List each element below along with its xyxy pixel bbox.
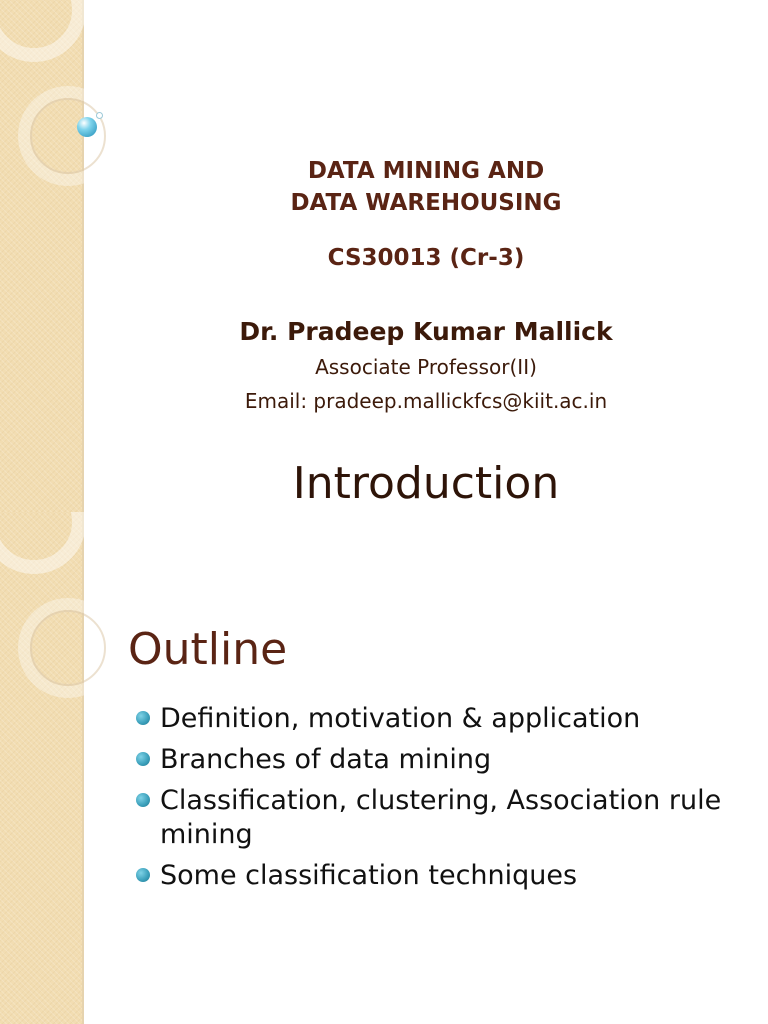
slide-heading: Introduction	[292, 458, 560, 509]
small-orb-icon	[96, 112, 103, 119]
course-title	[84, 155, 768, 219]
list-item-text: Branches of data mining	[160, 744, 492, 775]
decorative-ring	[30, 610, 106, 686]
author-name: Dr. Pradeep Kumar Mallick	[239, 317, 613, 346]
decorative-ring	[0, 512, 86, 574]
blue-orb-icon	[77, 117, 97, 137]
list-item-text: Definition, motivation & application	[160, 703, 641, 734]
course-code: CS30013 (Cr-3)	[327, 245, 525, 271]
bullet-dot-icon	[136, 793, 150, 807]
bullet-dot-icon	[136, 711, 150, 725]
decorative-side-band	[0, 512, 84, 1024]
list-item-text: Some classification techniques	[160, 860, 578, 891]
outline-title: Outline	[128, 624, 288, 675]
author-position: Associate Professor(II)	[315, 355, 537, 379]
outline-slide	[0, 512, 768, 1024]
course-title-line-2: DATA WAREHOUSING	[290, 190, 562, 216]
bullet-dot-icon	[136, 752, 150, 766]
decorative-side-band	[0, 0, 84, 512]
bullet-dot-icon	[136, 868, 150, 882]
author-email: Email: pradeep.mallickfcs@kiit.ac.in	[244, 389, 608, 413]
decorative-ring	[0, 0, 86, 62]
list-item	[136, 784, 736, 852]
outline-list	[136, 702, 736, 900]
list-item	[136, 859, 736, 893]
list-item-text: Classification, clustering, Association rule mining	[160, 785, 722, 850]
course-title-line-1: DATA MINING AND	[307, 158, 545, 184]
list-item	[136, 743, 736, 777]
list-item	[136, 702, 736, 736]
